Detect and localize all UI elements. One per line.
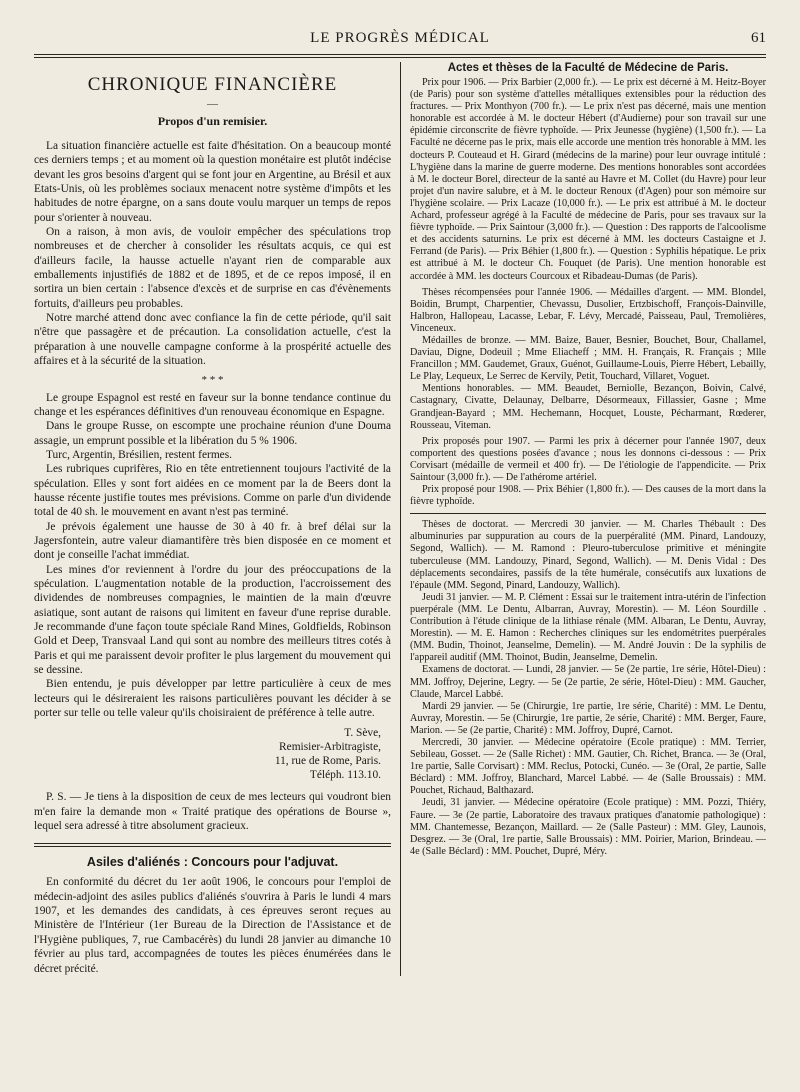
paragraph: Prix proposé pour 1908. — Prix Béhier (1,800 fr.). — Des causes de la mort dans la fièvre typhoïde. [410, 484, 766, 508]
paragraph: Prix proposés pour 1907. — Parmi les prix à décerner pour l'année 1907, deux comportent des questions posées d'avance ; nous les donnons ci-dessous : — Prix Corvisart (médaille de vermeil et 400 fr). — De l'étiologie de l'appendicite. — Prix Saintour (3,000 fr.). — De l'athérome artériel. [410, 435, 766, 483]
running-head [34, 22, 766, 44]
paragraph: Le groupe Espagnol est resté en faveur sur la bonne tendance continue du change et les espérances définitives d'un renouveau économique en Espagne. [34, 391, 391, 418]
exam-paragraph: Jeudi, 31 janvier. — Médecine opératoire (Ecole pratique) : MM. Pozzi, Thiéry, Faure. — 3e (2e partie, Laboratoire des travaux pratiques d'anatomie pathologique) : MM. Chantemesse, Bezançon, Maillard. — 2e (Salle Pasteur) : MM. Gley, Launois, Desgrez. — 3e (Oral, 1re partie, Salle Broussais) : MM. Poirier, Marion, Brindeau. — 4e (Salle Béclard) : MM. Pouchet, Dupré, Méry. [410, 797, 766, 857]
paragraph: On a raison, à mon avis, de vouloir empêcher des spéculations trop nombreuses et de chercher à consolider les résultats acquis, ce qui est d'ailleurs facile, la hausse actuelle n'ayant rien de comparable aux emballements injustifiés de 1882 et de 1895, et de ce repos imposé, il en sortira un bien certain : l'absence d'excès et de surprise en cas d'évènements fortuits, d'ailleurs peu probables. [34, 226, 391, 310]
rule [410, 513, 766, 514]
paragraph: Médailles de bronze. — MM. Baize, Bauer, Besnier, Bouchet, Bour, Challamel, Daviau, Digne, Dodeuil ; Mme Eliacheff ; MM. H. Français, R. Français ; Mlle Francillon ; MM. Gaudemet, Graux, Guénot, Guillaume-Louis, Pierre Hébert, Lebailly, Le Play, Lequeux, Le Serrec de Kervily, Petit, Touchard, Villaret, Voguet. [410, 334, 766, 383]
exam-paragraph: Mardi 29 janvier. — 5e (Chirurgie, 1re partie, 1re série, Charité) : MM. Le Dentu, Auvray, Morestin. — 5e (Chirurgie, 1re partie, 2e série, Charité) : MM. Berger, Faure, Marion. — 5e (2e partie, Charité) : MM. Joffroy, Dupré, Carnot. [410, 700, 766, 736]
paragraph: Les mines d'or reviennent à l'ordre du jour des préoccupations de la spéculation. L'augmentation notable de la production, l'accroissement des dividendes de nombreuses compagnies, le maintien de la main d'œuvre asiatique, sont autant de raisons qui limitent en faveur d'une reprise durable. Je recommande d'une façon toute spéciale Rand Mines, Goldfields, Robinson Gold et Deep, Transvaal Land qui sont au nombre des meilleurs titres cotés à Paris et qui me paraissent devoir profiter le plus largement du mouvement qui se dessine. [34, 563, 391, 677]
title-dash: — [207, 98, 218, 110]
paragraph: Bien entendu, je puis développer par lettre particulière à ceux de mes lecteurs qui le désireraient les raisons particulières pouvant les décider à se porter sur telle ou telle valeur qu'ils choisiraient de préférence à telle autre. [34, 678, 391, 720]
section-rule [34, 843, 391, 847]
paragraph: Prix pour 1906. — Prix Barbier (2,000 fr.). — Le prix est décerné à M. Heitz-Boyer (de Paris) pour son système d'attelles métalliques extensibles pour la réduction des fractures. — Prix Monthyon (700 fr.). — Le prix n'est pas décerné, mais une mention honorable est accordée à M. le docteur Hébert (d'Audierne) pour son travail sur une épidémie circonscrite de fièvre typhoïde. — Prix Jeunesse (hygiène) (1,500 fr.). — La Faculté ne décerne pas le prix, mais elle accorde une mention très honorable à MM. les docteurs P. Couteaud et H. Girard (médecins de la marine) pour leur ouvrage intitulé : L'hygiène dans la marine de guerre moderne. Des mentions honorables sont accordées à M. le docteur Borel, directeur de la santé au Havre et M. Collet (du Havre) pour leur projet d'un navire salubre, et à M. le docteur Renoux (d'Agen) pour son mémoire sur l'hygiène scolaire. — Prix Lacaze (10,000 fr.). — Le prix est attribué à M. le docteur Achard, professeur agrégé à la Faculté de médecine de Paris, pour ses travaux sur la fièvre typhoïde. — Prix Saintour (3,000 fr.). — Question : Des rapports de l'alcoolisme et des accidents saturnins. Le prix est décerné à MM. les docteurs Castaigne et J. Ferrand (de Paris). — Prix Béhier (1,800 fr.). — Question : Syphilis hépatique. Le prix est attribué à M. le docteur Ch. Fouquet (de Paris). Une mention honorable est accordée à MM. les docteurs Courcoux et Ribadeau-Dumas (de Paris). [410, 77, 766, 282]
paragraph: Thèses récompensées pour l'année 1906. — Médailles d'argent. — MM. Blondel, Boidin, Brumpt, Charpentier, Chevassu, Dusolier, Ertzbischoff, François-Dainville, Halbron, Hallopeau, Lacasse, Lebar, F. Lévy, Mercadé, Paisseau, Paul, Tremolières, Vinceneux. [410, 286, 766, 334]
exam-paragraph: Mercredi, 30 janvier. — Médecine opératoire (Ecole pratique) : MM. Terrier, Sebileau, Gosset. — 2e (Salle Richet) : MM. Gautier, Ch. Richet, Branca. — 3e (Oral, 1re partie, Salle Corvisart) : MM. Reclus, Potocki, Cunéo. — 3e (Oral, 2e partie, Salle Béclard) : MM. Joffroy, Blanchard, Marcel Labbé. — 4e (Salle Broussais) : MM. Pouchet, Richaud, Balthazard. [410, 736, 766, 797]
page-number: 61 [751, 30, 766, 46]
signature-role: Remisier-Arbitragiste, [279, 741, 381, 754]
section-subtitle: Propos d'un remisier. [157, 114, 268, 128]
signature-address: 11, rue de Rome, Paris. [274, 755, 381, 768]
paragraph: Les rubriques cuprifères, Rio en tête entretiennent toujours l'activité de la spéculation. Elles y sont fort aidées en ce moment par la de Beers dont la hausse récente justifie toutes mes prévisions. Comme on parle d'un dividende total de 40 sh. le mouvement en avant n'est pas terminé. [34, 463, 391, 519]
header-rule [34, 54, 766, 58]
paragraph: La situation financière actuelle est faite d'hésitation. On a beaucoup monté ces derniers temps ; et au moment où la question monétaire est plutôt indécise devant les gros besoins d'argent qui se font jour en Argentine, au Brésil et aux Etats-Unis, où les problèmes sociaux menacent notre système d'impôts et les habitudes de notre épargne, on a sans doute voulu marquer un temps de repos pour s'orienter à nouveau. [34, 140, 391, 224]
journal-title: LE PROGRÈS MÉDICAL [310, 30, 490, 46]
right-column [400, 62, 766, 976]
paragraph: Turc, Argentin, Brésilien, restent fermes. [46, 448, 233, 461]
exam-paragraph: Examens de doctorat. — Lundi, 28 janvier. — 5e (2e partie, 1re série, Hôtel-Dieu) : MM. Joffroy, Dejerine, Legry. — 5e (2e partie, 2e série, Hôtel-Dieu) : MM. Gaucher, Claude, Marcel Labbé. [410, 664, 766, 700]
paragraph: Mentions honorables. — MM. Beaudet, Berniolle, Bezançon, Boivin, Calvé, Castagnary, Civatte, Delaunay, Delbarre, Désormeaux, Fillassier, Gasne ; Mme Grandjean-Bayard ; MM. Hechemann, Hocquet, Louste, Pécharmant, Rœderer, Rousseau, Viteman. [410, 383, 766, 431]
faculty-heading: Actes et thèses de la Faculté de Médecine de Paris. [447, 62, 729, 74]
columns [34, 62, 766, 976]
thesis-paragraph: Thèses de doctorat. — Mercredi 30 janvier. — M. Charles Thébault : Des albuminuries par suppuration au cours de la puerpéralité (MM. Pinard, Landouzy, Segond, Wallich). — M. Ramond : Pleuro-tuberculose primitive et méningite tuberculeuse (MM. Landouzy, Pinard, Segond, Wallich). — M. Denis Vidal : Des déplacements secondaires, passifs de la tête humérale, consécutifs aux luxations de l'épaule (MM. Segond, Pinard, Landouzy, Wallich). [410, 519, 766, 591]
left-column [34, 62, 400, 976]
separator-stars: * * * [201, 373, 224, 386]
signature-name: T. Sève, [344, 727, 381, 740]
postscript: P. S. — Je tiens à la disposition de ceux de mes lecteurs qui voudront bien m'en faire la demande mon « Traité pratique des opérations de Bourse », lequel sera adressé à titre absolument gracieux. [34, 791, 391, 833]
paragraph: Notre marché attend donc avec confiance la fin de cette période, qu'il sait n'être que passagère et de précaution. La consolidation actuelle, c'est la préparation à une nouvelle campagne conforme à la prospérité actuelle des affaires et à la sécurité de la situation. [34, 312, 391, 368]
asiles-heading: Asiles d'aliénés : Concours pour l'adjuvat. [86, 855, 339, 870]
section-title: CHRONIQUE FINANCIÈRE [87, 74, 338, 95]
asiles-paragraph: En conformité du décret du 1er août 1906, le concours pour l'emploi de médecin-adjoint des asiles publics d'aliénés s'ouvrira à Paris le lundi 4 mars 1907, et les demandes des candidats, à ces épreuves seront reçues au Ministère de l'Intérieur (1er Bureau de la Direction de l'Assistance et de l'Hygiène publiques, 7, rue Cambacérès) du lundi 28 janvier au dimanche 10 février au plus tard, accompagnées de toutes les pièces énumérées dans le décret précité. [34, 876, 391, 975]
signature [34, 726, 381, 782]
thesis-paragraph: Jeudi 31 janvier. — M. P. Clément : Essai sur le traitement intra-utérin de l'infection puerpérale (MM. Le Dentu, Albarran, Auvray, Morestin). — M. Léon Sourdille . Contribution à l'étude clinique de la lithiase rénale (MM. Albaran, Le Dentu, Auvray, Morestin). — M. E. Hamon : Recherches cliniques sur les endométrites puerpérales (MM. Budin, Thoinot, Jeanselme, Demelin). — M. André Jouvin : De la syphilis de l'appareil auditif (MM. Thoinot, Budin, Jeanselme, Demelin. [410, 591, 766, 664]
paragraph: Dans le groupe Russe, on escompte une prochaine réunion d'une Douma assagie, un emprunt possible et la libération du 5 % 1906. [34, 420, 391, 447]
signature-phone: Téléph. 113.10. [309, 769, 381, 782]
paragraph: Je prévois également une hausse de 30 à 40 fr. à bref délai sur la Jagersfontein, autre valeur diamantifère très bien disposée en ce moment et dont je conseille l'achat immédiat. [34, 520, 391, 562]
